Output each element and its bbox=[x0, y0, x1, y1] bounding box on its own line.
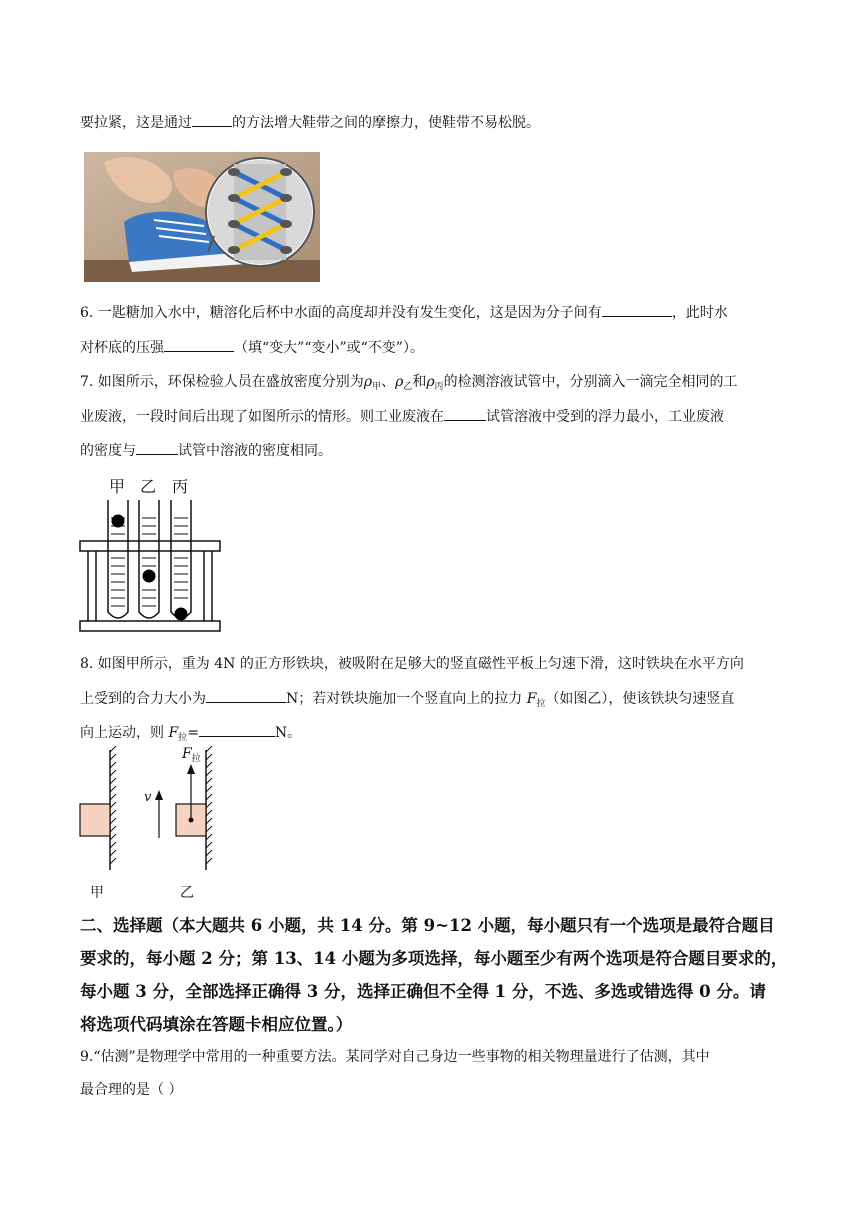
q7-answer-blank-1[interactable] bbox=[444, 406, 486, 421]
q9-line2: 最合理的是（ ） bbox=[80, 1082, 183, 1098]
rho-sub-yi: 乙 bbox=[403, 382, 413, 392]
q6-line1 bbox=[80, 302, 728, 323]
q7-answer-blank-2[interactable] bbox=[136, 440, 178, 455]
q5-tail-line bbox=[80, 112, 540, 133]
q7-text-e: 的密度与 bbox=[80, 443, 136, 459]
force-sub-la: 拉 bbox=[178, 733, 188, 743]
q6-line2 bbox=[80, 337, 424, 358]
rho-symbol: ρ bbox=[395, 374, 404, 390]
test-tube-rack-diagram bbox=[78, 496, 224, 636]
q6-answer-blank-1[interactable] bbox=[602, 302, 672, 317]
section2-line2: 要求的，每小题 2 分；第 13、14 小题为多项选择，每小题至少有两个选项是符合题目要求的， bbox=[80, 949, 788, 968]
force-label-F: F bbox=[182, 746, 192, 762]
q7-line2 bbox=[80, 406, 724, 427]
q8-line2 bbox=[80, 688, 734, 714]
q7-and: 和 bbox=[412, 374, 427, 390]
tube-label-yi: 乙 bbox=[140, 477, 157, 496]
q8-text-a: 上受到的合力大小为 bbox=[80, 691, 206, 707]
drop-yi bbox=[143, 570, 156, 583]
q7-sep: 、 bbox=[381, 374, 396, 390]
rho-sub-jia: 甲 bbox=[372, 382, 382, 392]
rho-sub-bing: 丙 bbox=[434, 382, 444, 392]
force-symbol: F bbox=[168, 725, 179, 741]
q6-text-b: ，此时水 bbox=[671, 305, 728, 321]
section2-line1: 二、选择题（本大题共 6 小题，共 14 分。第 9~12 小题，每小题只有一个选项是最符合题目 bbox=[80, 916, 775, 935]
q9-line1: 9.“估测”是物理学中常用的一种重要方法。某同学对自己身边一些事物的相关物理量进行了估测，其中 bbox=[80, 1049, 710, 1065]
q8-text-c: （如图乙），使该铁块匀速竖直 bbox=[545, 691, 735, 707]
shoelace-photo bbox=[84, 152, 320, 282]
q8-text-e: N。 bbox=[274, 725, 302, 741]
velocity-label: v bbox=[144, 790, 152, 805]
q8-answer-blank-2[interactable] bbox=[199, 722, 275, 737]
drop-bing bbox=[175, 608, 188, 621]
magnetic-board-diagram bbox=[76, 742, 236, 872]
q7-text-d: 试管溶液中受到的浮力最小，工业废液 bbox=[486, 409, 724, 425]
q7-text-c: 业废液，一段时间后出现了如图所示的情形。则工业废液在 bbox=[80, 409, 444, 425]
q7-text-f: 试管中溶液的密度相同。 bbox=[178, 443, 332, 459]
q6-answer-blank-2[interactable] bbox=[164, 337, 234, 352]
q8-answer-blank-1[interactable] bbox=[206, 688, 286, 703]
rho-symbol: ρ bbox=[363, 374, 373, 390]
tube-label-bing: 丙 bbox=[172, 477, 189, 496]
q8-text-d: 向上运动，则 bbox=[80, 725, 169, 741]
q8-text-b: N；若对铁块施加一个竖直向上的拉力 bbox=[286, 691, 527, 707]
q6-text-d: （填“变大”“变小”或“不变”）。 bbox=[234, 340, 424, 356]
q5-text-after: 的方法增大鞋带之间的摩擦力，使鞋带不易松脱。 bbox=[232, 115, 540, 131]
q7-text-a: 7. 如图所示，环保检验人员在盛放密度分别为 bbox=[80, 374, 364, 390]
q7-text-b: 的检测溶液试管中，分别滴入一滴完全相同的工 bbox=[443, 374, 738, 390]
q7-line3 bbox=[80, 440, 332, 461]
q5-text-before: 要拉紧，这是通过 bbox=[80, 115, 192, 131]
drop-jia bbox=[112, 515, 125, 528]
figure-label-jia: 甲 bbox=[90, 885, 104, 901]
tube-label-jia: 甲 bbox=[109, 477, 126, 496]
q7-line1 bbox=[80, 372, 738, 397]
force-sub-la: 拉 bbox=[536, 699, 546, 709]
q5-answer-blank[interactable] bbox=[192, 112, 232, 127]
rho-symbol: ρ bbox=[426, 374, 435, 390]
q8-line1: 8. 如图甲所示，重为 4N 的正方形铁块，被吸附在足够大的竖直磁性平板上匀速下滑，这时铁块在水平方向 bbox=[80, 656, 744, 672]
section2-line3: 每小题 3 分，全部选择正确得 3 分，选择正确但不全得 1 分，不选、多选或错选得 0 分。请 bbox=[80, 982, 766, 1001]
force-label bbox=[182, 746, 201, 764]
q8-eq: = bbox=[187, 725, 199, 741]
q6-text-c: 对杯底的压强 bbox=[80, 340, 164, 356]
force-symbol: F bbox=[526, 691, 537, 707]
section2-line4: 将选项代码填涂在答题卡相应位置。） bbox=[80, 1015, 353, 1034]
force-label-sub: 拉 bbox=[191, 754, 201, 764]
figure-label-yi: 乙 bbox=[180, 885, 194, 901]
q6-text-a: 6. 一匙糖加入水中，糖溶化后杯中水面的高度却并没有发生变化，这是因为分子间有 bbox=[80, 305, 602, 321]
